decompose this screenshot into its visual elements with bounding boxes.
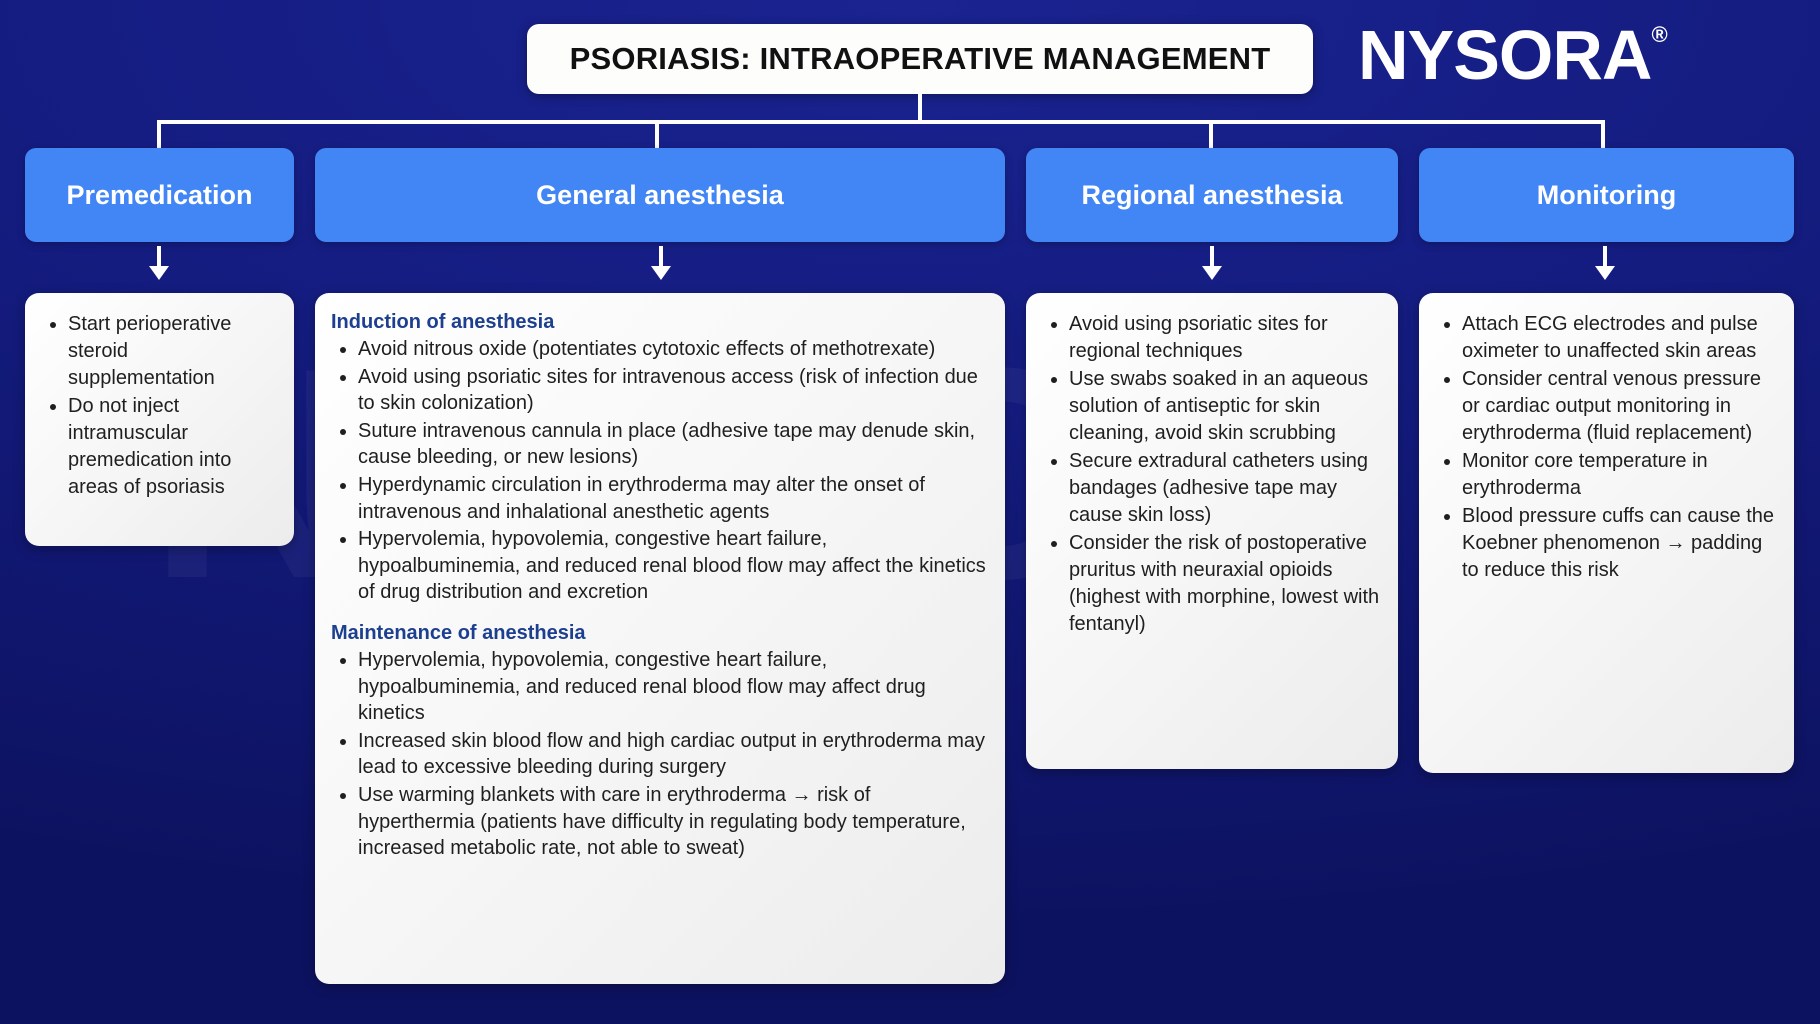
arrow-premedication <box>140 246 178 286</box>
bullet-list-maintenance <box>331 647 989 862</box>
content-card-regional-anesthesia <box>1026 293 1398 769</box>
content-card-premedication <box>25 293 294 546</box>
arrow-regional-anesthesia <box>1193 246 1231 286</box>
bullet-list-induction <box>331 336 989 606</box>
nysora-logo <box>1358 16 1668 94</box>
arrow-head-icon <box>1202 266 1222 280</box>
column-header-general-anesthesia[interactable] <box>315 148 1005 242</box>
list-item: Avoid using psoriatic sites for regional techniques <box>1042 311 1382 365</box>
column-header-regional-anesthesia[interactable] <box>1026 148 1398 242</box>
bullet-list <box>1435 311 1778 584</box>
list-item: Avoid using psoriatic sites for intravenous access (risk of infection due to skin colonization) <box>331 364 989 417</box>
page-title <box>527 24 1313 94</box>
list-item: Hypervolemia, hypovolemia, congestive heart failure, hypoalbuminemia, and reduced renal blood flow may affect drug kinetics <box>331 647 989 727</box>
list-item: Monitor core temperature in erythroderma <box>1435 448 1778 502</box>
connector-title-stem <box>918 94 922 120</box>
list-item: Do not inject intramuscular premedication into areas of psoriasis <box>41 393 278 501</box>
list-item: Avoid nitrous oxide (potentiates cytotoxic effects of methotrexate) <box>331 336 989 363</box>
list-item: Increased skin blood flow and high cardiac output in erythroderma may lead to excessive bleeding during surgery <box>331 728 989 781</box>
content-card-monitoring <box>1419 293 1794 773</box>
list-item: Use swabs soaked in an aqueous solution of antiseptic for skin cleaning, avoid skin scrubbing <box>1042 366 1382 447</box>
list-item: Suture intravenous cannula in place (adhesive tape may denude skin, cause bleeding, or new lesions) <box>331 418 989 471</box>
section-heading-induction: Induction of anesthesia <box>331 311 555 333</box>
arrow-head-icon <box>651 266 671 280</box>
arrow-monitoring <box>1586 246 1624 286</box>
list-item: Consider the risk of postoperative pruritus with neuraxial opioids (highest with morphine, lowest with fentanyl) <box>1042 530 1382 638</box>
content-card-general-anesthesia <box>315 293 1005 984</box>
list-item: Use warming blankets with care in erythroderma → risk of hyperthermia (patients have difficulty in regulating body temperature, increased metabolic rate, not able to sweat) <box>331 782 989 862</box>
arrow-head-icon <box>1595 266 1615 280</box>
connector-horizontal-bus <box>157 120 1605 124</box>
arrow-stem <box>1603 246 1607 268</box>
list-item: Blood pressure cuffs can cause the Koebner phenomenon → padding to reduce this risk <box>1435 503 1778 584</box>
arrow-stem <box>1210 246 1214 268</box>
arrow-general-anesthesia <box>642 246 680 286</box>
list-item: Start perioperative steroid supplementation <box>41 311 278 392</box>
connector-drop-regional <box>1209 120 1213 148</box>
arrow-stem <box>659 246 663 268</box>
logo-wordmark: NYSORA <box>1358 16 1652 94</box>
column-header-label: General anesthesia <box>536 179 784 210</box>
list-item: Hypervolemia, hypovolemia, congestive heart failure, hypoalbuminemia, and reduced renal blood flow may affect the kinetics of drug distribution and excretion <box>331 526 989 606</box>
bullet-list <box>41 311 278 501</box>
connector-drop-premedication <box>157 120 161 148</box>
list-item: Secure extradural catheters using bandages (adhesive tape may cause skin loss) <box>1042 448 1382 529</box>
registered-trademark-icon: ® <box>1651 22 1668 47</box>
arrow-head-icon <box>149 266 169 280</box>
connector-drop-general <box>655 120 659 148</box>
section-heading-maintenance: Maintenance of anesthesia <box>331 621 586 644</box>
list-item: Consider central venous pressure or cardiac output monitoring in erythroderma (fluid replacement) <box>1435 366 1778 447</box>
connector-drop-monitoring <box>1601 120 1605 148</box>
column-header-premedication[interactable] <box>25 148 294 242</box>
bullet-list <box>1042 311 1382 638</box>
list-item: Hyperdynamic circulation in erythroderma may alter the onset of intravenous and inhalational anesthetic agents <box>331 472 989 525</box>
column-header-label: Premedication <box>66 179 253 210</box>
column-header-label: Monitoring <box>1536 179 1677 210</box>
arrow-stem <box>157 246 161 268</box>
column-header-label: Regional anesthesia <box>1081 179 1343 210</box>
list-item: Attach ECG electrodes and pulse oximeter to unaffected skin areas <box>1435 311 1778 365</box>
column-header-monitoring[interactable] <box>1419 148 1794 242</box>
page-title-text: PSORIASIS: INTRAOPERATIVE MANAGEMENT <box>569 41 1271 76</box>
